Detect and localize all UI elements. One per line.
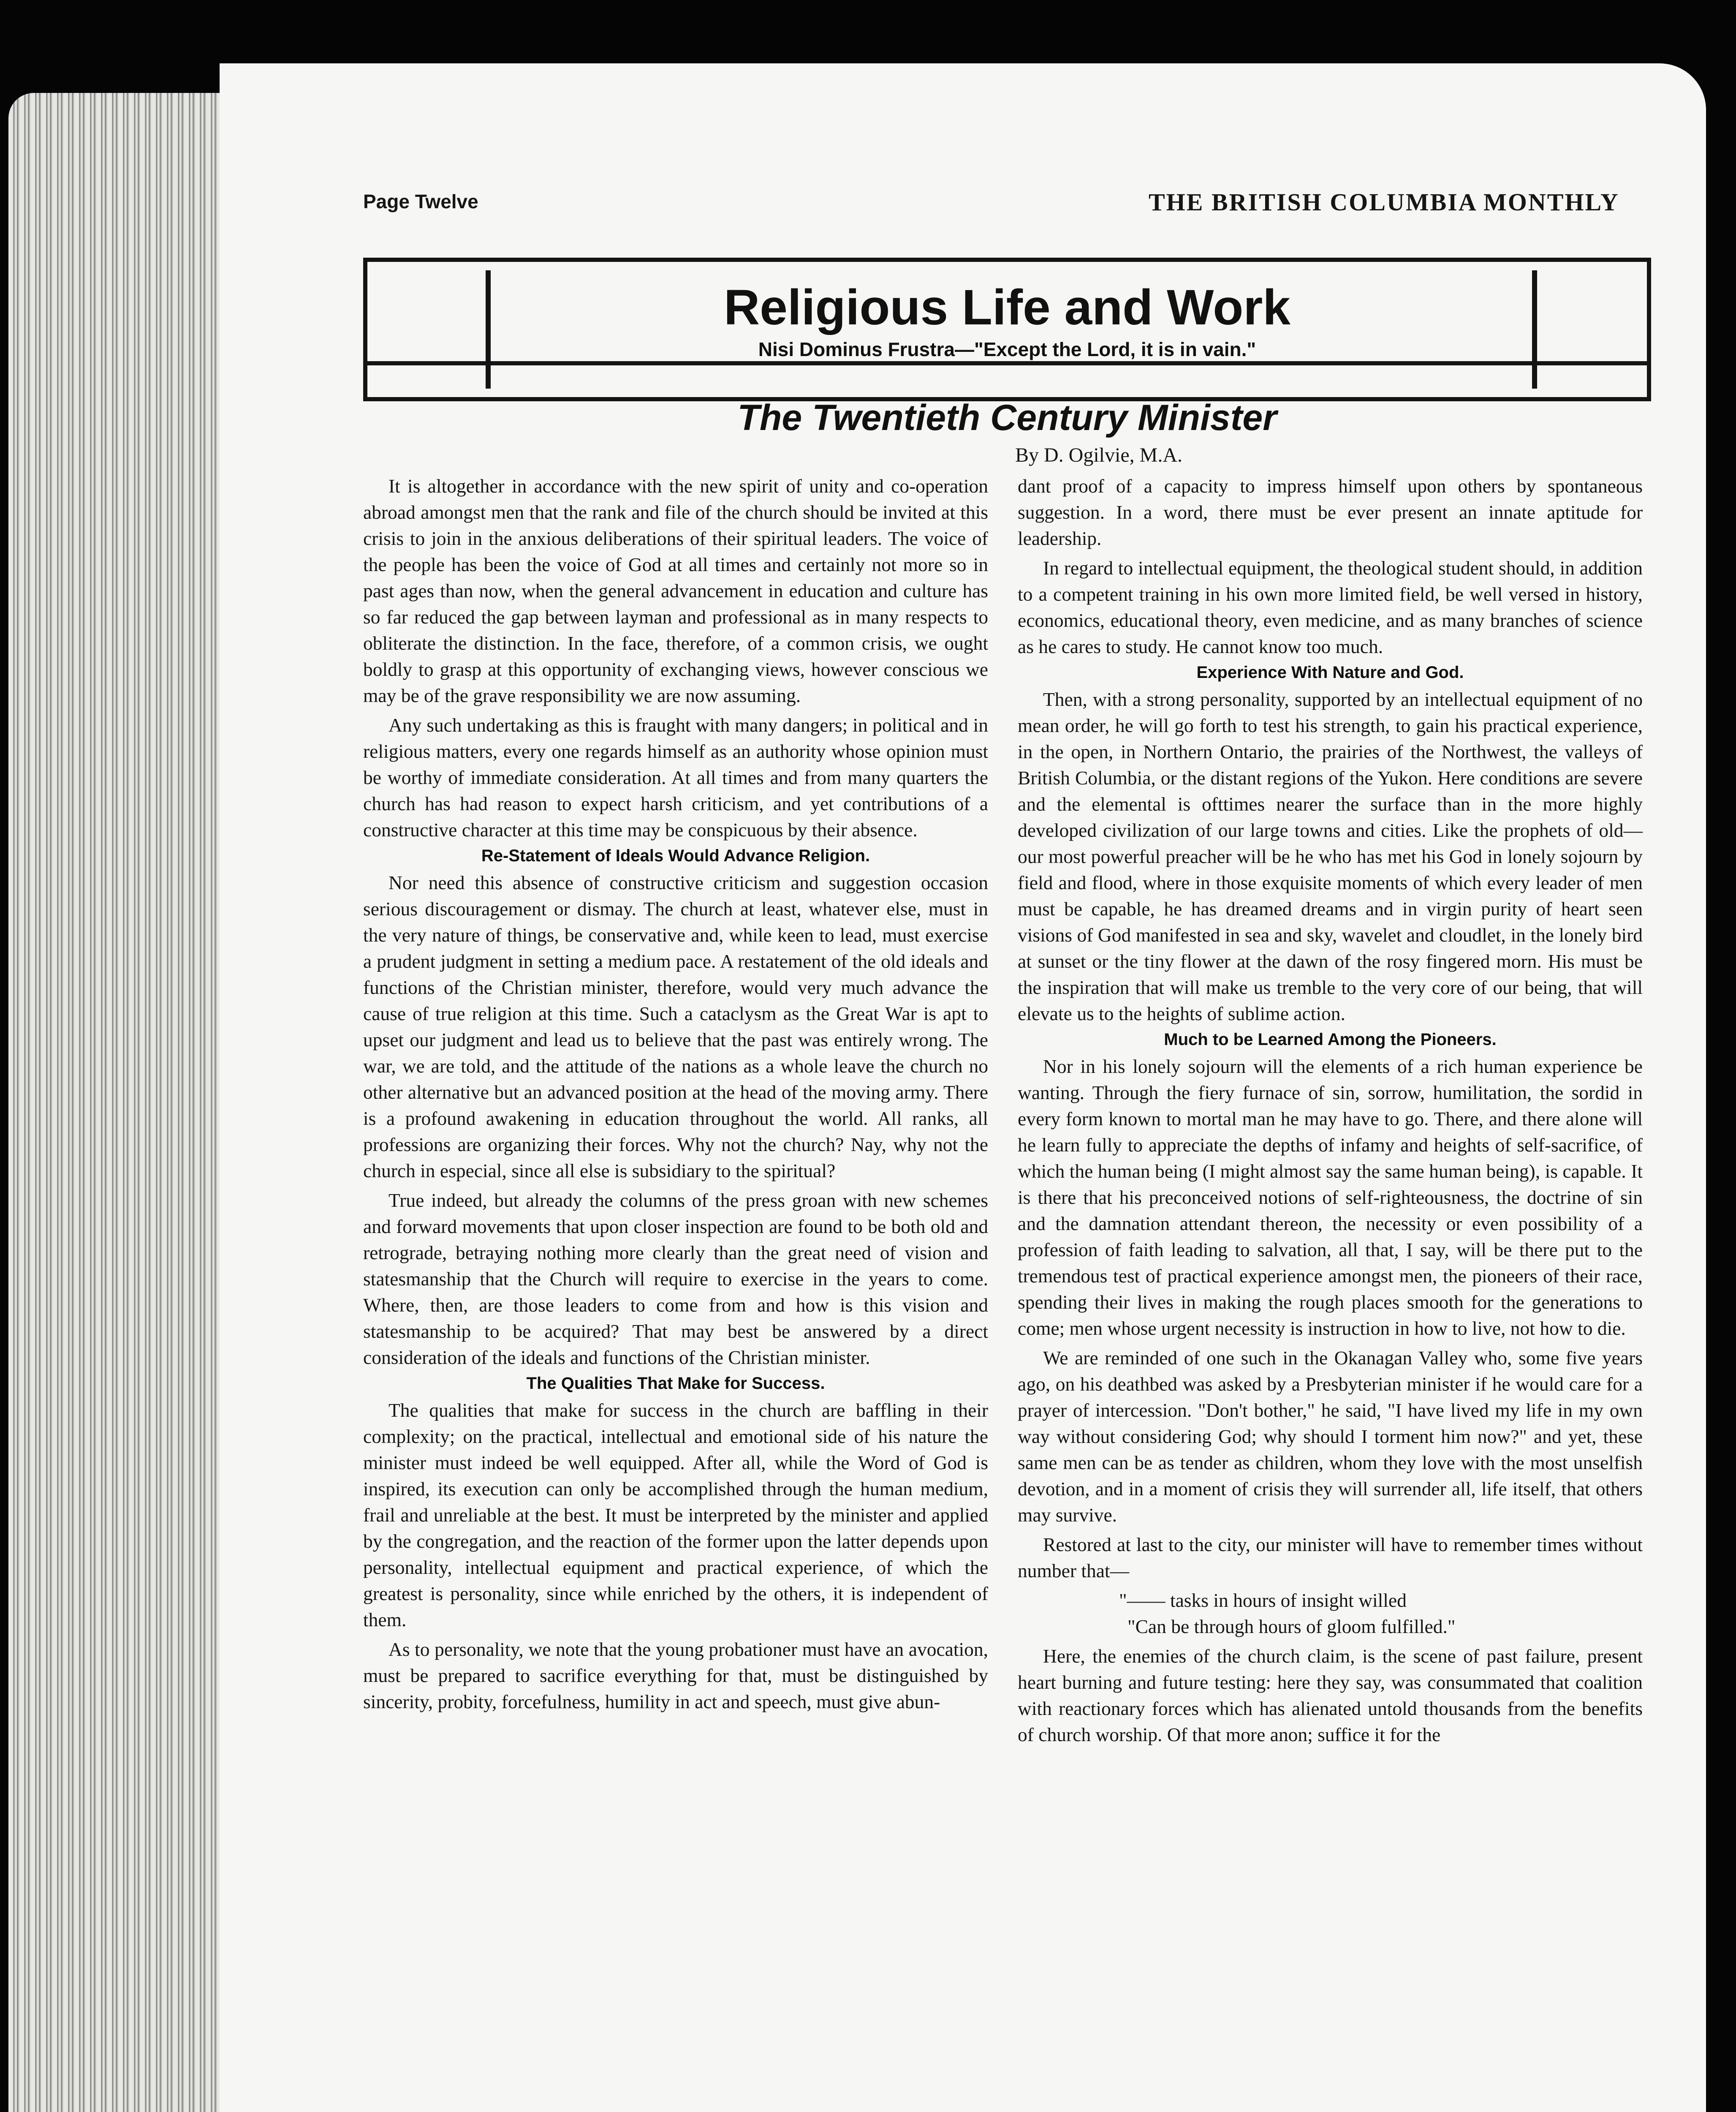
article-byline: By D. Ogilvie, M.A. <box>1015 444 1182 466</box>
paragraph: Here, the enemies of the church claim, is the scene of past failure, present heart burning and future testing: here they say, was consummated that coalition with reactionary forces which has alienated untold thousands from the benefits of church worship. Of that more anon; suffice it for the <box>1018 1645 1643 1745</box>
article-title: The Twentieth Century Minister <box>737 397 1277 438</box>
journal-title: THE BRITISH COLUMBIA MONTHLY <box>1149 188 1619 216</box>
paragraph: dant proof of a capacity to impress himself upon others by spontaneous suggestion. In a word, there must be ever present an innate aptitude for leadership. <box>1018 475 1643 549</box>
banner-divider <box>367 361 1647 365</box>
subheading: Re-Statement of Ideals Would Advance Religion. <box>481 846 870 865</box>
page-label: Page Twelve <box>363 191 478 212</box>
verse-line: "—— tasks in hours of insight willed <box>1119 1589 1407 1611</box>
paragraph: Restored at last to the city, our minister will have to remember times without number that— <box>1018 1534 1643 1581</box>
paragraph: Nor need this absence of constructive criticism and suggestion occasion serious discouragement or dismay. The church at least, whatever else, must in the very nature of things, be conservative and, while keen to lead, must exercise a prudent judgment in setting a medium pace. A restatement of the old ideals and functions of the Christian minister, therefore, would very much advance the cause of true religion at this time. Such a cataclysm as the Great War is apt to upset our judgment and lead us to believe that the past was entirely wrong. The war, we are told, and the attitude of the nations as a whole leave the church no other alternative but an advanced position at the head of the moving army. There is a profound awakening in education throughout the world. All ranks, all professions are organizing their forces. Why not the church? Nay, why not the church in especial, since all else is subsidiary to the spiritual? <box>363 872 988 1181</box>
verse-line: "Can be through hours of gloom fulfilled." <box>1127 1616 1456 1637</box>
subheading: Experience With Nature and God. <box>1196 663 1464 682</box>
paragraph: Any such undertaking as this is fraught with many dangers; in political and in religious matters, every one regards himself as an authority whose opinion must be worthy of immediate consideration. At all times and from many quarters the church has had reason to expect harsh criticism, and yet contributions of a constructive character at this time may be conspicuous by their absence. <box>363 714 988 841</box>
section-title: Religious Life and Work <box>724 280 1290 335</box>
subheading: Much to be Learned Among the Pioneers. <box>1164 1030 1497 1049</box>
paragraph: The qualities that make for success in the church are baffling in their complexity; on the practical, intellectual and emotional side of his nature the minister must indeed be well equipped. After all, while the Word of God is inspired, its execution can only be accomplished through the human medium, frail and unreliable at the best. It must be interpreted by the minister and applied by the congregation, and the reaction of the former upon the latter depends upon personality, intellectual equipment and practical experience, of which the greatest is personality, since while enriched by the others, it is independent of them. <box>363 1399 988 1630</box>
paragraph: In regard to intellectual equipment, the theological student should, in addition to a competent training in his own more limited field, be well versed in history, economics, educational theory, even medicine, and as many branches of science as he cares to study. He cannot know too much. <box>1018 557 1643 657</box>
left-column <box>363 473 988 1718</box>
book-page-edges <box>8 93 228 2112</box>
paragraph: We are reminded of one such in the Okanagan Valley who, some five years ago, on his deathbed was asked by a Presbyterian minister if he would care for a prayer of intercession. "Don't bother," he said, "I have lived my life in my own way without considering God; why should I torment him now?" and yet, these same men can be as tender as children, whom they love with the most unselfish devotion, and in a moment of crisis they will surrender all, life itself, that others may survive. <box>1018 1347 1643 1526</box>
section-motto: Nisi Dominus Frustra—"Except the Lord, it is in vain." <box>758 338 1256 360</box>
paragraph: As to personality, we note that the young probationer must have an avocation, must be prepared to sacrifice everything for that, must be distinguished by sincerity, probity, forcefulness, humility in act and speech, must give abun- <box>363 1638 988 1712</box>
section-banner <box>363 258 1651 401</box>
paragraph: Nor in his lonely sojourn will the elements of a rich human experience be wanting. Through the fiery furnace of sin, sorrow, humilitation, the sordid in every form known to mortal man he may have to go. There, and there alone will he learn fully to appreciate the depths of infamy and heights of self-sacrifice, of which the human being (I might almost say the same human being), is capable. It is there that his preconceived notions of self-righteousness, the doctrine of sin and the damnation attendant thereon, the necessity or even possibility of a profession of faith leading to salvation, all that, I say, will be there put to the tremendous test of practical experience amongst men, the pioneers of their race, spending their lives in making the rough places smooth for the generations to come; men whose urgent necessity is instruction in how to live, not how to die. <box>1018 1056 1643 1339</box>
right-column <box>1018 473 1643 1751</box>
paragraph: Then, with a strong personality, supported by an intellectual equipment of no mean order, he will go forth to test his strength, to gain his practical experience, in the open, in Northern Ontario, the prairies of the Northwest, the valleys of British Columbia, or the distant regions of the Yukon. Here conditions are severe and the elemental is ofttimes nearer the surface than in the more highly developed civilization of our large towns and cities. Like the prophets of old—our most powerful preacher will be he who has met his God in lonely sojourn by field and flood, where in those exquisite moments of which every leader of men must be capable, he has dreamed dreams and in virgin purity of heart seen visions of God manifested in sea and sky, wavelet and cloudlet, in the lonely bird at sunset or the tiny flower at the dawn of the rosy fingered morn. His must be the inspiration that will make us tremble to the very core of our being, that will elevate us to the heights of sublime action. <box>1018 689 1643 1024</box>
paragraph: It is altogether in accordance with the new spirit of unity and co-operation abroad amongst men that the rank and file of the church should be invited at this crisis to join in the anxious deliberations of their spiritual leaders. The voice of the people has been the voice of God at all times and certainly not more so in past ages than now, when the general advancement in education and culture has so far reduced the gap between layman and professional as in many respects to obliterate the distinction. In the face, therefore, of a common crisis, we ought boldly to grasp at this opportunity of exchanging views, however conscious we may be of the grave responsibility we are now assuming. <box>363 475 988 706</box>
subheading: The Qualities That Make for Success. <box>526 1374 825 1393</box>
paragraph: True indeed, but already the columns of the press groan with new schemes and forward movements that upon closer inspection are found to be both old and retrograde, betraying nothing more clearly than the great need of vision and statesmanship that the Church will require to exercise in the years to come. Where, then, are those leaders to come from and how is this vision and statesmanship to be acquired? That may best be answered by a direct consideration of the ideals and functions of the Christian minister. <box>363 1189 988 1368</box>
